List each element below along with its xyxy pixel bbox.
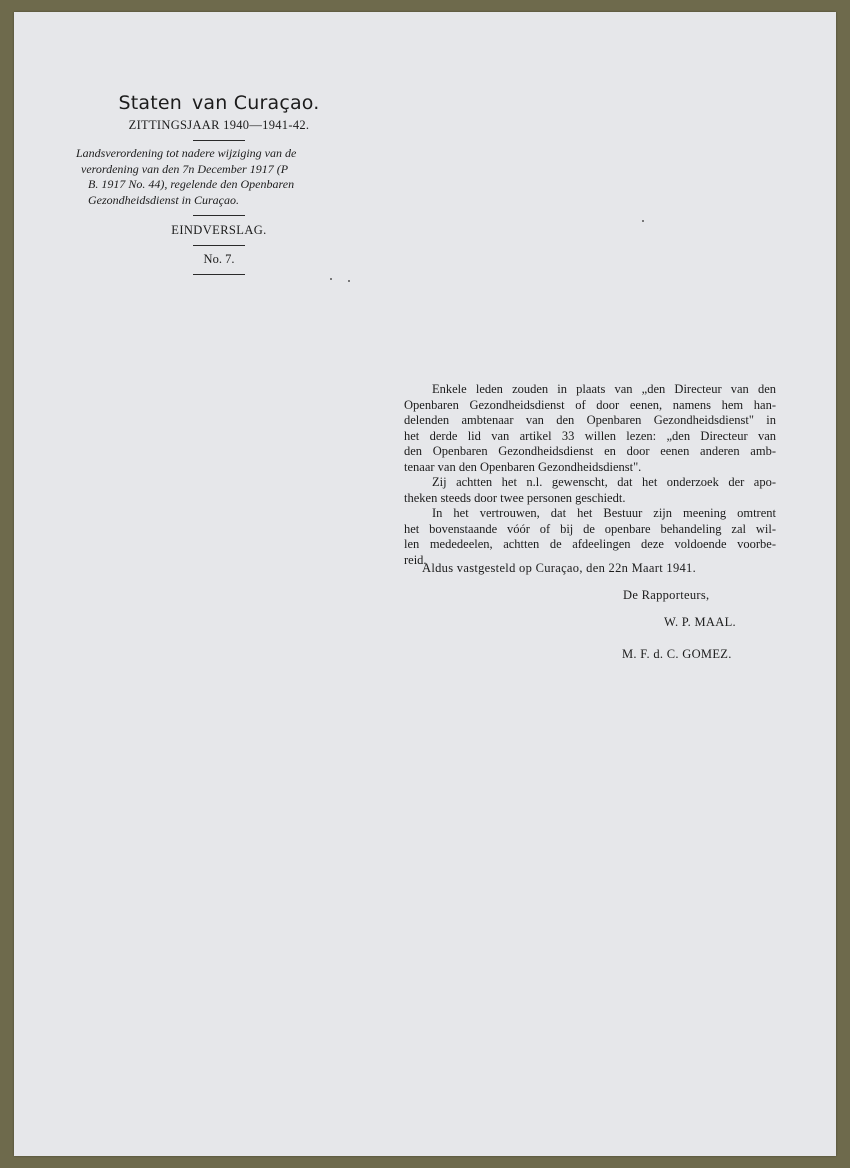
subject-line: verordening van den 7n December 1917 (P bbox=[81, 161, 289, 176]
body-line: Zij achtten het n.l. gewenscht, dat het onderzoek der apo- bbox=[432, 475, 776, 489]
paper-speck bbox=[330, 278, 332, 280]
body-line: Openbaren Gezondheidsdienst of door eenen, namens hem han- bbox=[404, 397, 776, 412]
divider bbox=[193, 245, 245, 246]
ordinance-subject bbox=[76, 146, 376, 208]
body-line: Enkele leden zouden in plaats van „den Directeur van den bbox=[432, 382, 776, 396]
subject-line: B. 1917 No. 44), regelende den Openbaren bbox=[88, 177, 295, 191]
subject-line: Gezondheidsdienst in Curaçao. bbox=[88, 192, 239, 207]
signatory-1: W. P. MAAL. bbox=[664, 615, 736, 629]
body-line: tenaar van den Openbaren Gezondheidsdienst". bbox=[404, 459, 642, 474]
title-part-2: van Curaçao. bbox=[191, 92, 320, 114]
body-line: delenden ambtenaar van den Openbaren Gezondheidsdienst" in bbox=[404, 413, 776, 427]
page-title bbox=[62, 92, 376, 114]
session-year: ZITTINGSJAAR 1940—1941-42. bbox=[128, 118, 310, 132]
body-line: len mededeelen, achtten de afdeelingen deze voldoende voorbe- bbox=[404, 537, 776, 551]
signatory-2: M. F. d. C. GOMEZ. bbox=[622, 647, 732, 661]
document-header bbox=[76, 92, 376, 275]
body-line: theken steeds door twee personen geschiedt. bbox=[404, 490, 626, 505]
body-line: het derde lid van artikel 33 willen lezen: „den Directeur van bbox=[404, 428, 776, 443]
body-line: den Openbaren Gezondheidsdienst en door eenen anderen amb- bbox=[404, 444, 776, 458]
divider bbox=[193, 215, 245, 216]
title-part-1: Staten bbox=[118, 92, 182, 114]
divider bbox=[193, 274, 245, 275]
subject-line: Landsverordening tot nadere wijziging van de bbox=[76, 146, 297, 160]
report-type: EINDVERSLAG. bbox=[171, 223, 267, 237]
paper-speck bbox=[642, 220, 644, 222]
rapporteurs-label: De Rapporteurs, bbox=[623, 588, 710, 602]
body-line: het bovenstaande vóór of bij de openbare behandeling zal wil- bbox=[404, 521, 776, 536]
paper-speck bbox=[348, 280, 350, 282]
body-line: reid. bbox=[404, 552, 427, 567]
report-body bbox=[404, 382, 776, 568]
body-line: In het vertrouwen, dat het Bestuur zijn meening omtrent bbox=[432, 506, 776, 520]
divider bbox=[193, 140, 245, 141]
document-number: No. 7. bbox=[203, 252, 235, 266]
date-line: Aldus vastgesteld op Curaçao, den 22n Maart 1941. bbox=[422, 561, 697, 575]
document-page bbox=[14, 12, 836, 1156]
